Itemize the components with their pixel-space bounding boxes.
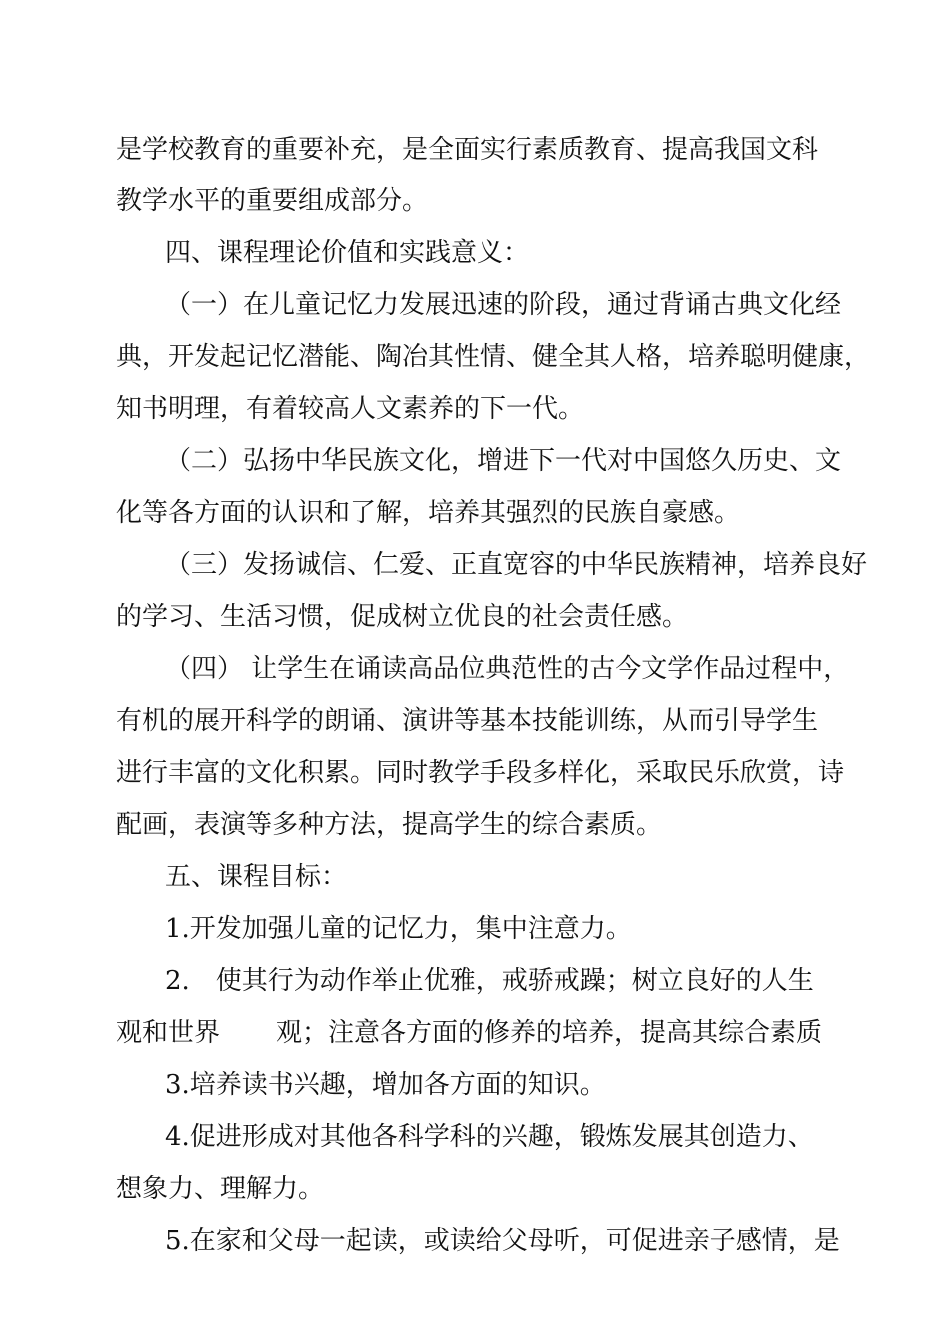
list-item-continuation [116, 1013, 822, 1053]
list-item: 5.在家和父母一起读，或读给父母听，可促进亲子感情，是 [165, 1226, 840, 1256]
section-heading: 四、课程理论价值和实践意义： [165, 238, 530, 268]
list-item: 1.开发加强儿童的记忆力，集中注意力。 [165, 914, 632, 944]
section-heading: 五、课程目标： [165, 862, 348, 892]
body-text-line: 配画，表演等多种方法，提高学生的综合素质。 [116, 810, 663, 840]
list-item: 4.促进形成对其他各科学科的兴趣，锻炼发展其创造力、 [165, 1122, 814, 1152]
list-item-text-segment: 观；注意各方面的修养的培养，提高其综合素质 [276, 1018, 823, 1048]
list-item: 2. 使其行为动作举止优雅，戒骄戒躁；树立良好的人生 [165, 966, 814, 996]
body-text-line: （三）发扬诚信、仁爱、正直宽容的中华民族精神，培养良好 [165, 550, 868, 580]
list-item-continuation: 想象力、理解力。 [116, 1174, 325, 1204]
body-text-line: 化等各方面的认识和了解，培养其强烈的民族自豪感。 [116, 498, 741, 528]
body-text-line: 的学习、生活习惯，促成树立优良的社会责任感。 [116, 602, 689, 632]
body-text-line: （四） 让学生在诵读高品位典范性的古今文学作品过程中， [165, 654, 850, 684]
body-text-line: 是学校教育的重要补充，是全面实行素质教育、提高我国文科 [116, 135, 819, 165]
list-item-text-segment: 观和世界 [116, 1018, 221, 1048]
body-text-line: （二）弘扬中华民族文化，增进下一代对中国悠久历史、文 [165, 446, 842, 476]
body-text-line: （一）在儿童记忆力发展迅速的阶段，通过背诵古典文化经 [165, 290, 842, 320]
body-text-line: 教学水平的重要组成部分。 [116, 186, 429, 216]
list-item: 3.培养读书兴趣，增加各方面的知识。 [165, 1070, 606, 1100]
body-text-line: 有机的展开科学的朗诵、演讲等基本技能训练，从而引导学生 [116, 706, 819, 736]
body-text-line: 进行丰富的文化积累。同时教学手段多样化，采取民乐欣赏，诗 [116, 758, 845, 788]
body-text-line: 典，开发起记忆潜能、陶冶其性情、健全其人格，培养聪明健康， [116, 342, 871, 372]
body-text-line: 知书明理，有着较高人文素养的下一代。 [116, 394, 585, 424]
